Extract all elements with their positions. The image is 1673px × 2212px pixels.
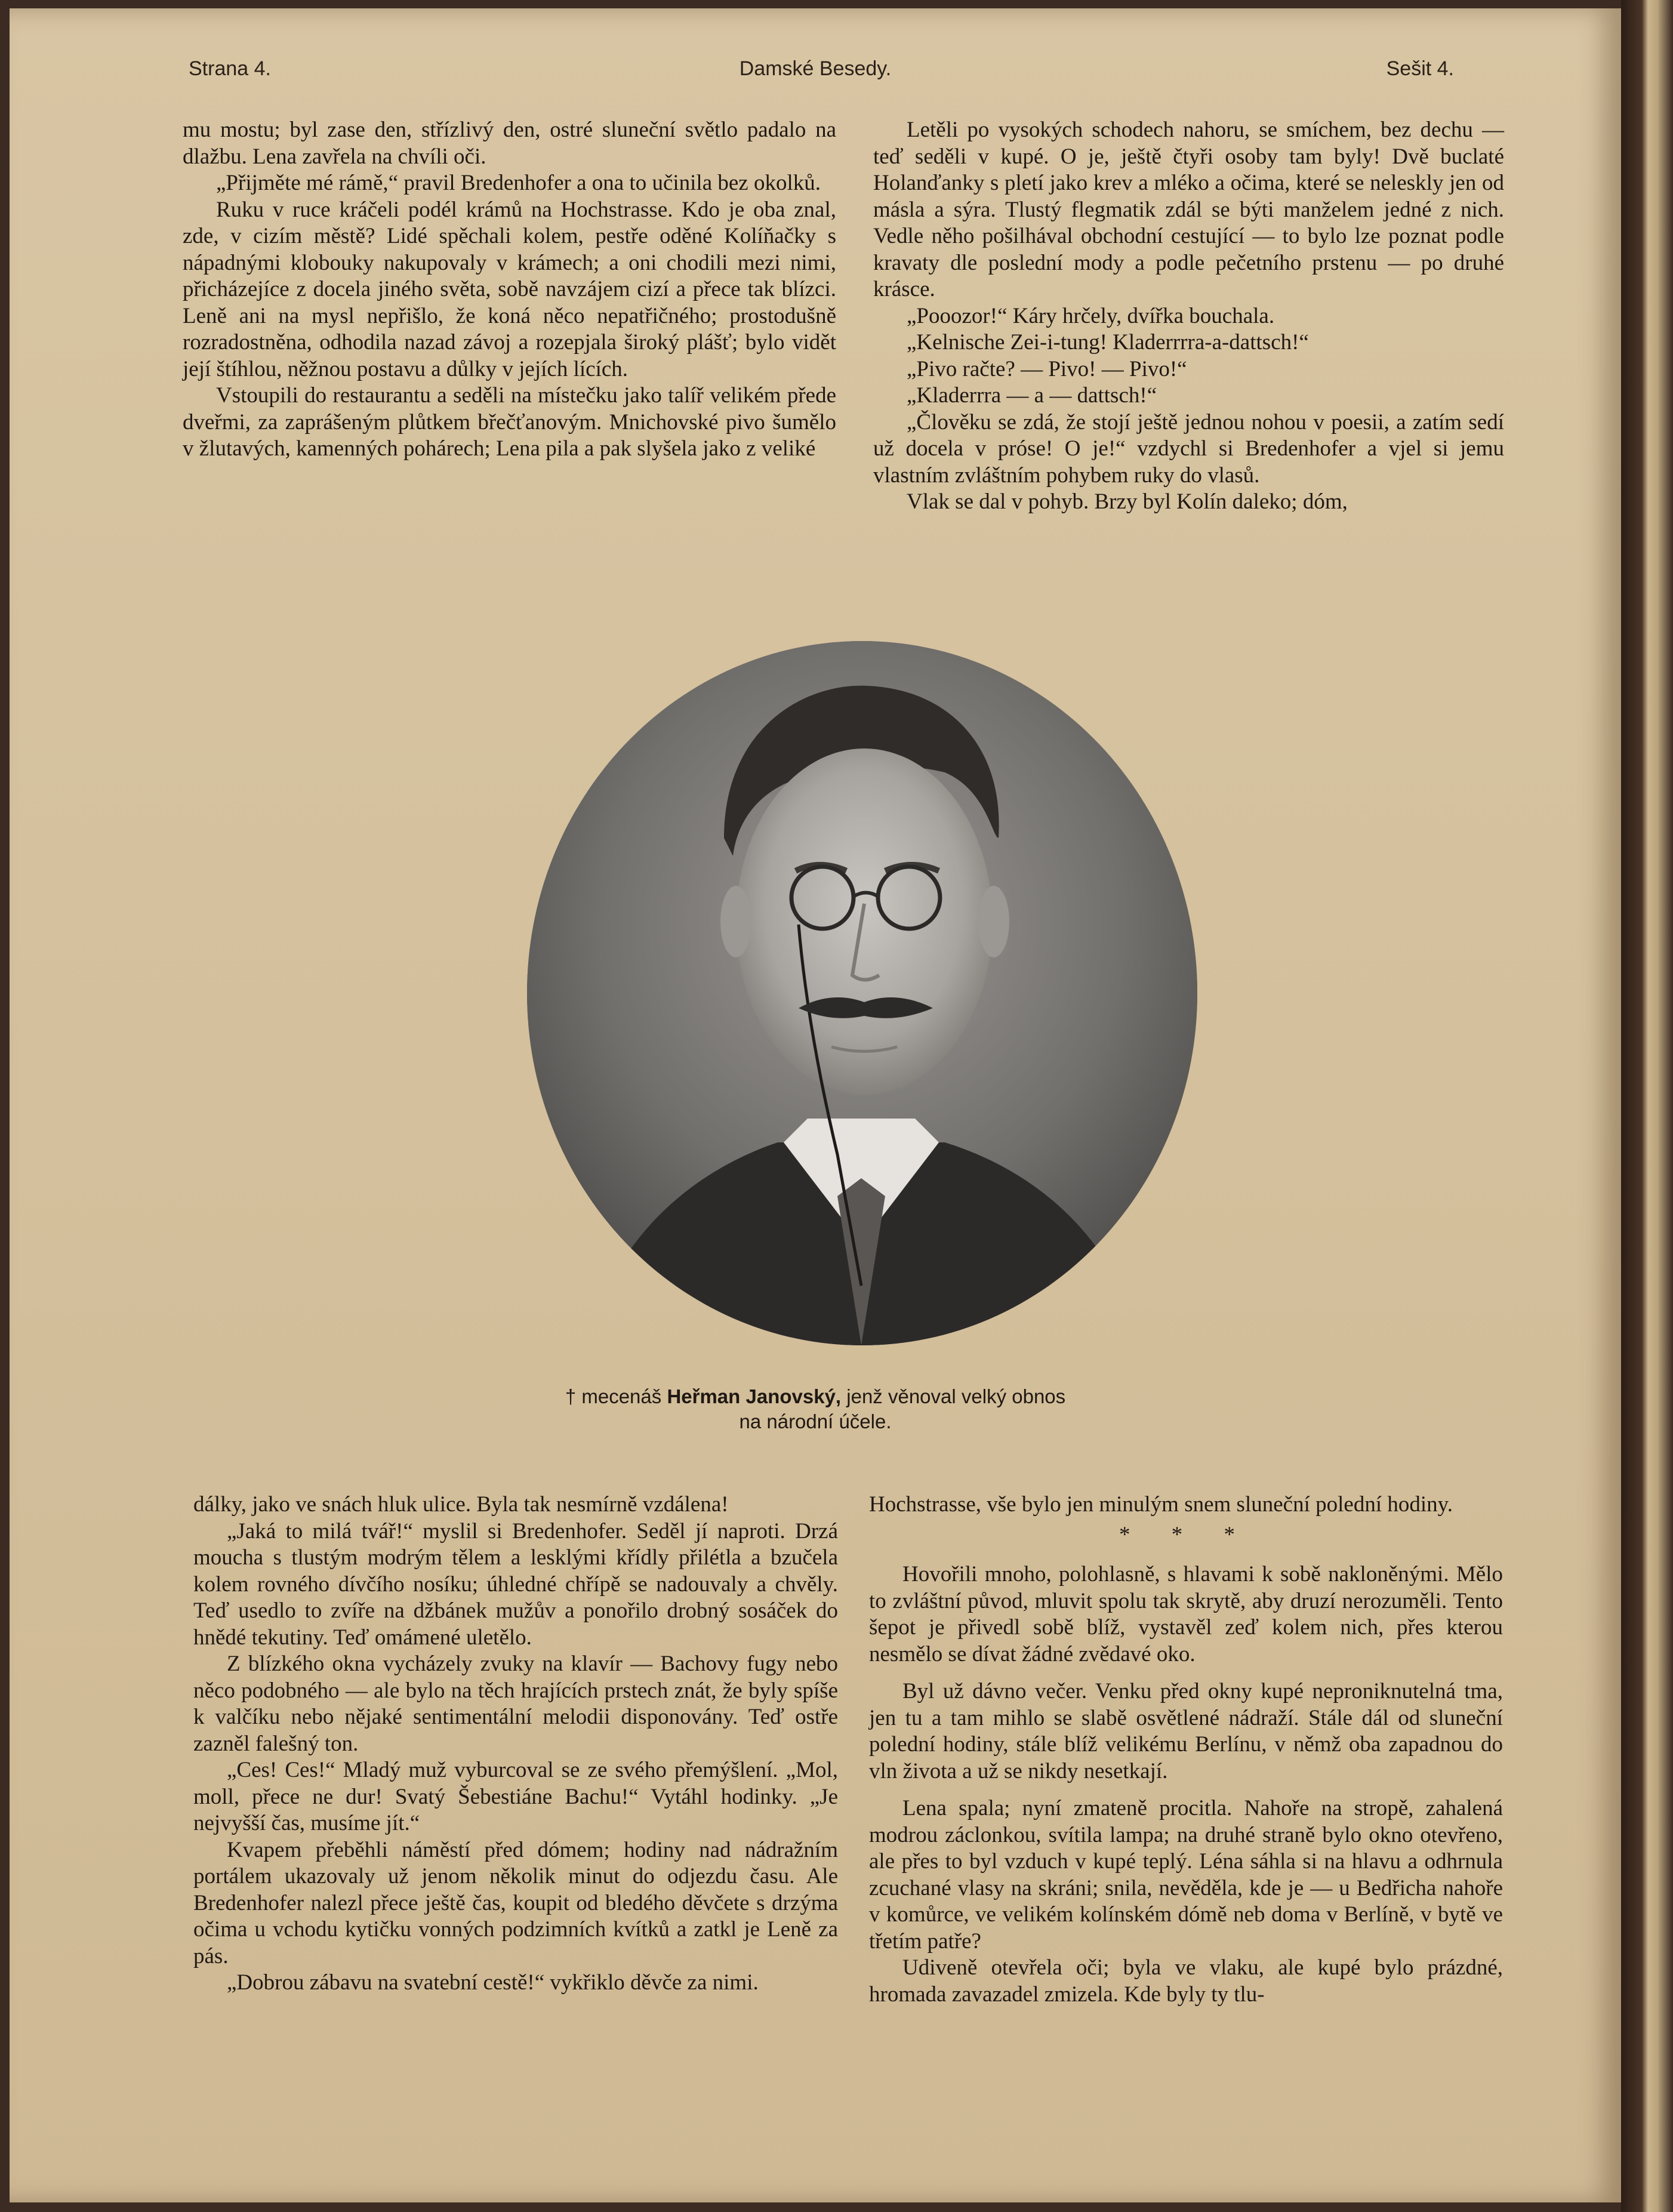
paragraph: „Kelnische Zei-i-tung! Kladerrrra-a-dattsch!“ [907, 330, 1309, 355]
caption-line-1 [10, 1384, 1621, 1409]
portrait-illustration [527, 641, 1197, 1345]
paragraph: Vlak se dal v pohyb. Brzy byl Kolín daleko; dóm, [907, 489, 1348, 514]
paragraph: „Jaká to milá tvář!“ myslil si Bredenhofer. Seděl jí naproti. Drzá moucha s tlustým modrým tělem a lesklými křídly přilétla a bzučela kolem rovného dívčího nosíku; úhledné chřípě se nadouvaly a chvěly. Teď usedlo to zvíře na džbánek mužův a ponořilo drobný sosáček do hnědé tekutiny. Teď omámené uletělo. [193, 1518, 838, 1650]
issue-number: Sešit 4. [1386, 57, 1454, 80]
caption-prefix: † mecenáš [565, 1385, 667, 1407]
paragraph: mu mostu; byl zase den, střízlivý den, ostré sluneční světlo padalo na dlažbu. Lena zavřela na chvíli oči. [183, 118, 836, 169]
paragraph: „Ces! Ces!“ Mladý muž vyburcoval se ze svého přemýšlení. „Mol, moll, přece ne dur! Svatý Šebestiáne Bachu!“ Vytáhl hodinky. „Je nejvyšší čas, musíme jít.“ [193, 1758, 838, 1835]
paragraph: Z blízkého okna vycházely zvuky na klavír — Bachovy fugy nebo něco podobného — ale bylo na těch hrajících prstech znát, že byly spíše k valčíku nebo nějaké sentimentální melodii disponovány. Teď ostře zazněl falešný ton. [193, 1652, 838, 1756]
paragraph: „Kladerrra — a — dattsch!“ [907, 383, 1157, 408]
section-break-asterisks: * * * [1119, 1522, 1253, 1547]
column-bottom-right [869, 1492, 1503, 2008]
column-bottom-left [193, 1492, 838, 1997]
page-number: Strana 4. [189, 57, 271, 80]
paragraph: Letěli po vysokých schodech nahoru, se smíchem, bez dechu — teď seděli v kupé. O je, ještě čtyři osoby tam byly! Dvě buclaté Holanďanky s pletí jako krev a mléko a očima, které se neleskly jen od másla a sýra. Tlustý flegmatik zdál se býti manželem jedné z nich. Vedle něho pošilhával obchodní cestující — to bylo lze poznat podle kravaty dle poslední mody a podle pečetního prstenu — po druhé krásce. [873, 118, 1504, 301]
paragraph: Lena spala; nyní zmateně procitla. Nahoře na stropě, zahalená modrou záclonkou, svítila lampa; na druhé straně bylo okno otevřeno, ale přes to byl vzduch v kupé teplý. Léna sáhla si na hlavu a odhrnula zcuchané vlasy na skráni; snila, nevěděla, kde je — u Bedřicha nahoře v komůrce, ve velikém kolínském dómě neb doma v Berlíně, v bytě ve třetím patře? [869, 1796, 1503, 1954]
caption-line-2: na národní účele. [739, 1410, 892, 1432]
caption-suffix: jenž věnoval velký obnos [841, 1385, 1066, 1407]
portrait-photo [527, 641, 1197, 1345]
column-top-right [873, 117, 1504, 516]
paragraph: Byl už dávno večer. Venku před okny kupé neproniknutelná tma, jen tu a tam mihlo se slabě osvětlené nádraží. Stále dál od sluneční polední hodiny, stále blíž velikému Berlínu, v němž oba zapadnou do vln života a už se nikdy nesetkají. [869, 1679, 1503, 1783]
paragraph-gap [869, 1785, 1503, 1795]
paragraph: dálky, jako ve snách hluk ulice. Byla tak nesmírně vzdálena! [193, 1492, 729, 1517]
magazine-page [10, 8, 1621, 2202]
paragraph: Udiveně otevřela oči; byla ve vlaku, ale kupé bylo prázdné, hromada zavazadel zmizela. Kde byly ty tlu- [869, 1955, 1503, 2007]
paragraph: Vstoupili do restaurantu a seděli na místečku jako talíř velikém předе dveřmi, za zaprášeným plůtkem břečťanovým. Mnichovské pivo šumělo v žlutavých, kamenných pohárech; Lena pila a pak slyšela jako z veliké [183, 383, 836, 461]
paragraph: Hochstrasse, vše bylo jen minulým snem sluneční polední hodiny. [869, 1492, 1453, 1517]
caption-name: Heřman Janovský, [667, 1385, 842, 1407]
paragraph-gap [869, 1668, 1503, 1678]
paragraph: „Pooozor!“ Káry hrčely, dvířka bouchala. [907, 303, 1275, 328]
paragraph: Hovořili mnoho, polohlasně, s hlavami k sobě nakloněnými. Mělo to zvláštní původ, mluvit spolu tak skrytě, aby druzí nerozuměli. Tento šepot je přivedl sobě blíž, vystavěl zeď kolem nich, přes kterou nesmělo se dívat žádné zvědavé oko. [869, 1562, 1503, 1666]
paragraph: „Přijměte mé rámě,“ pravil Bredenhofer a ona to učinila bez okolků. [216, 171, 821, 195]
magazine-title: Damské Besedy. [739, 57, 892, 80]
paragraph: Kvapem přeběhli náměstí před dómem; hodiny nad nádražním portálem ukazovaly už jenom několik minut do odjezdu času. Ale Bredenhofer nalezl přece ještě čas, koupit od bledého děvčete s drzýma očima u vchodu kytičku vonných podzimních kvítků a zatkl je Leně za pás. [193, 1837, 838, 1968]
photo-caption [10, 1384, 1621, 1434]
column-top-left [183, 117, 836, 463]
binding-edge [1621, 0, 1673, 2212]
paragraph: „Pivo račte? — Pivo! — Pivo!“ [907, 356, 1187, 381]
paragraph: „Člověku se zdá, že stojí ještě jednou nohou v poesii, a zatím sedí už docela v próse! O je!“ vzdychl si Bredenhofer a vjel si jemu vlastním zvláštním pohybem ruky do vlasů. [873, 409, 1504, 488]
paragraph: Ruku v ruce kráčeli podél krámů na Hochstrasse. Kdo je oba znal, zde, v cizím městě? Lidé spěchali kolem, pestře oděné Kolíňačky s nápadnými klobouky nakupovaly v krámech; a oni chodili mezi nimi, přicházejíce z docela jiného světa, sobě navzájem cizí a přece tak blízci. Leně ani na mysl nepřišlo, že koná něco nepatřičného; prostodušně rozradostněna, odhodila nazad závoj a rozepjala široký plášť; bylo vidět její štíhlou, něžnou postavu a důlky v jejích lících. [183, 197, 836, 381]
paragraph: „Dobrou zábavu na svatební cestě!“ vykřiklo děvče za nimi. [227, 1970, 759, 1995]
running-header [10, 57, 1621, 87]
